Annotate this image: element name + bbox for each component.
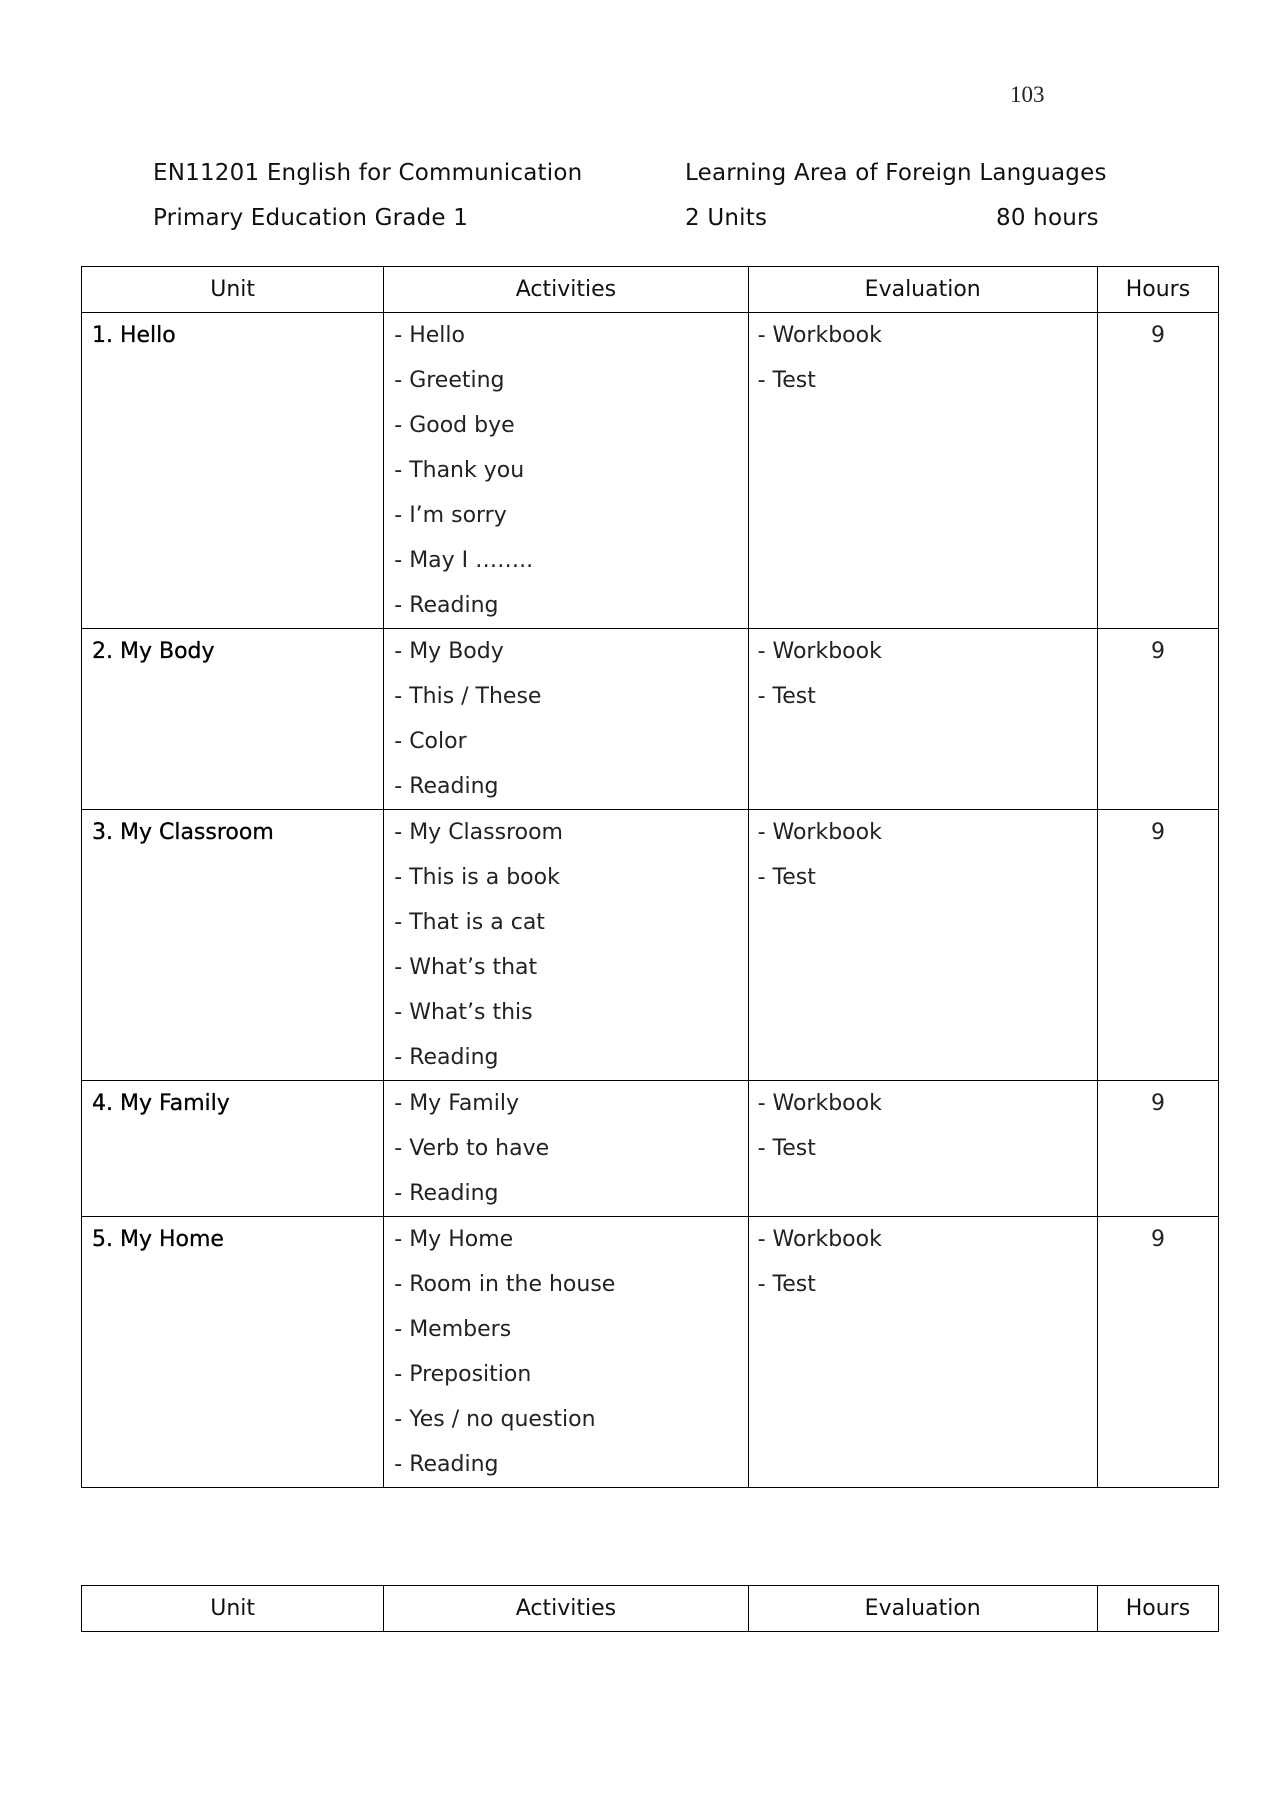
column-header-activities: Activities	[384, 1586, 748, 1632]
evaluation-item: - Workbook	[757, 1091, 882, 1116]
evaluation-cell	[748, 629, 1097, 810]
activities-cell	[384, 1081, 748, 1217]
activity-item: - My Classroom	[394, 820, 563, 845]
table-row	[82, 629, 1219, 810]
activity-item: - Reading	[394, 1045, 499, 1070]
activity-item: - This / These	[394, 684, 542, 709]
hours-value: 9	[1150, 1091, 1165, 1116]
activity-item: - Greeting	[394, 368, 505, 393]
evaluation-item: - Workbook	[757, 820, 882, 845]
evaluation-item: - Test	[757, 368, 816, 393]
evaluation-item: - Test	[757, 1136, 816, 1161]
activity-item: - Color	[394, 729, 467, 754]
continuation-table	[81, 1585, 1219, 1632]
hours-cell	[1097, 1081, 1218, 1217]
evaluation-list	[758, 313, 1097, 403]
activity-item: - May I ……..	[394, 548, 534, 573]
evaluation-item: - Workbook	[757, 323, 882, 348]
activity-item: - Verb to have	[394, 1136, 550, 1161]
page-number: 103	[1010, 82, 1045, 107]
activity-item: - Reading	[394, 1181, 499, 1206]
activity-item: - Reading	[394, 593, 499, 618]
evaluation-cell	[748, 1081, 1097, 1217]
hours-value: 9	[1150, 820, 1165, 845]
activities-cell	[384, 810, 748, 1081]
column-header-hours: Hours	[1097, 267, 1218, 313]
activity-item: - Preposition	[394, 1362, 532, 1387]
activities-list	[394, 1081, 747, 1216]
activity-item: - What’s this	[394, 1000, 533, 1025]
activity-item: - My Body	[394, 639, 504, 664]
activities-list	[394, 313, 747, 628]
unit-cell	[82, 810, 384, 1081]
activities-list	[394, 629, 747, 809]
units-count: 2 Units	[685, 205, 768, 231]
evaluation-item: - Test	[757, 865, 816, 890]
unit-name: 4. My Family	[92, 1091, 230, 1116]
hours-cell	[1097, 1217, 1218, 1488]
hours-cell	[1097, 629, 1218, 810]
table-header-row	[82, 267, 1219, 313]
evaluation-item: - Workbook	[757, 639, 882, 664]
activity-item: - What’s that	[394, 955, 538, 980]
activity-item: - Hello	[394, 323, 465, 348]
unit-name: 3. My Classroom	[92, 820, 274, 845]
table-row	[82, 313, 1219, 629]
activity-item: - Yes / no question	[394, 1407, 596, 1432]
evaluation-list	[758, 1081, 1097, 1171]
activity-item: - My Family	[394, 1091, 519, 1116]
activity-item: - This is a book	[394, 865, 560, 890]
column-header-unit: Unit	[82, 267, 384, 313]
unit-name: 5. My Home	[92, 1227, 224, 1252]
evaluation-list	[758, 629, 1097, 719]
course-table	[81, 266, 1219, 1488]
learning-area: Learning Area of Foreign Languages	[685, 160, 1107, 186]
hours-value: 9	[1150, 639, 1165, 664]
activity-item: - Members	[394, 1317, 512, 1342]
hours-cell	[1097, 313, 1218, 629]
table-body	[82, 313, 1219, 1488]
hours-cell	[1097, 810, 1218, 1081]
column-header-unit: Unit	[82, 1586, 384, 1632]
activity-item: - Reading	[394, 1452, 499, 1477]
activity-item: - That is a cat	[394, 910, 545, 935]
table-header-row	[82, 1586, 1219, 1632]
evaluation-list	[758, 1217, 1097, 1307]
activity-item: - Room in the house	[394, 1272, 616, 1297]
activities-list	[394, 1217, 747, 1487]
activities-cell	[384, 1217, 748, 1488]
grade-level: Primary Education Grade 1	[153, 205, 469, 231]
evaluation-cell	[748, 313, 1097, 629]
evaluation-item: - Test	[757, 1272, 816, 1297]
column-header-hours: Hours	[1097, 1586, 1218, 1632]
hours-value: 9	[1150, 1227, 1165, 1252]
unit-cell	[82, 629, 384, 810]
activities-list	[394, 810, 747, 1080]
unit-cell	[82, 1217, 384, 1488]
unit-cell	[82, 1081, 384, 1217]
hours-value: 9	[1150, 323, 1165, 348]
table-row	[82, 1217, 1219, 1488]
activity-item: - Reading	[394, 774, 499, 799]
activities-cell	[384, 629, 748, 810]
table-row	[82, 1081, 1219, 1217]
evaluation-item: - Test	[757, 684, 816, 709]
evaluation-list	[758, 810, 1097, 900]
unit-name: 1. Hello	[92, 323, 176, 348]
evaluation-item: - Workbook	[757, 1227, 882, 1252]
unit-name: 2. My Body	[92, 639, 215, 664]
activity-item: - My Home	[394, 1227, 514, 1252]
column-header-evaluation: Evaluation	[748, 267, 1097, 313]
table-row	[82, 810, 1219, 1081]
column-header-activities: Activities	[384, 267, 748, 313]
activity-item: - Thank you	[394, 458, 525, 483]
activities-cell	[384, 313, 748, 629]
activity-item: - Good bye	[394, 413, 515, 438]
evaluation-cell	[748, 810, 1097, 1081]
evaluation-cell	[748, 1217, 1097, 1488]
activity-item: - I’m sorry	[394, 503, 507, 528]
column-header-evaluation: Evaluation	[748, 1586, 1097, 1632]
total-hours: 80 hours	[996, 205, 1099, 231]
course-title: EN11201 English for Communication	[153, 160, 583, 186]
unit-cell	[82, 313, 384, 629]
